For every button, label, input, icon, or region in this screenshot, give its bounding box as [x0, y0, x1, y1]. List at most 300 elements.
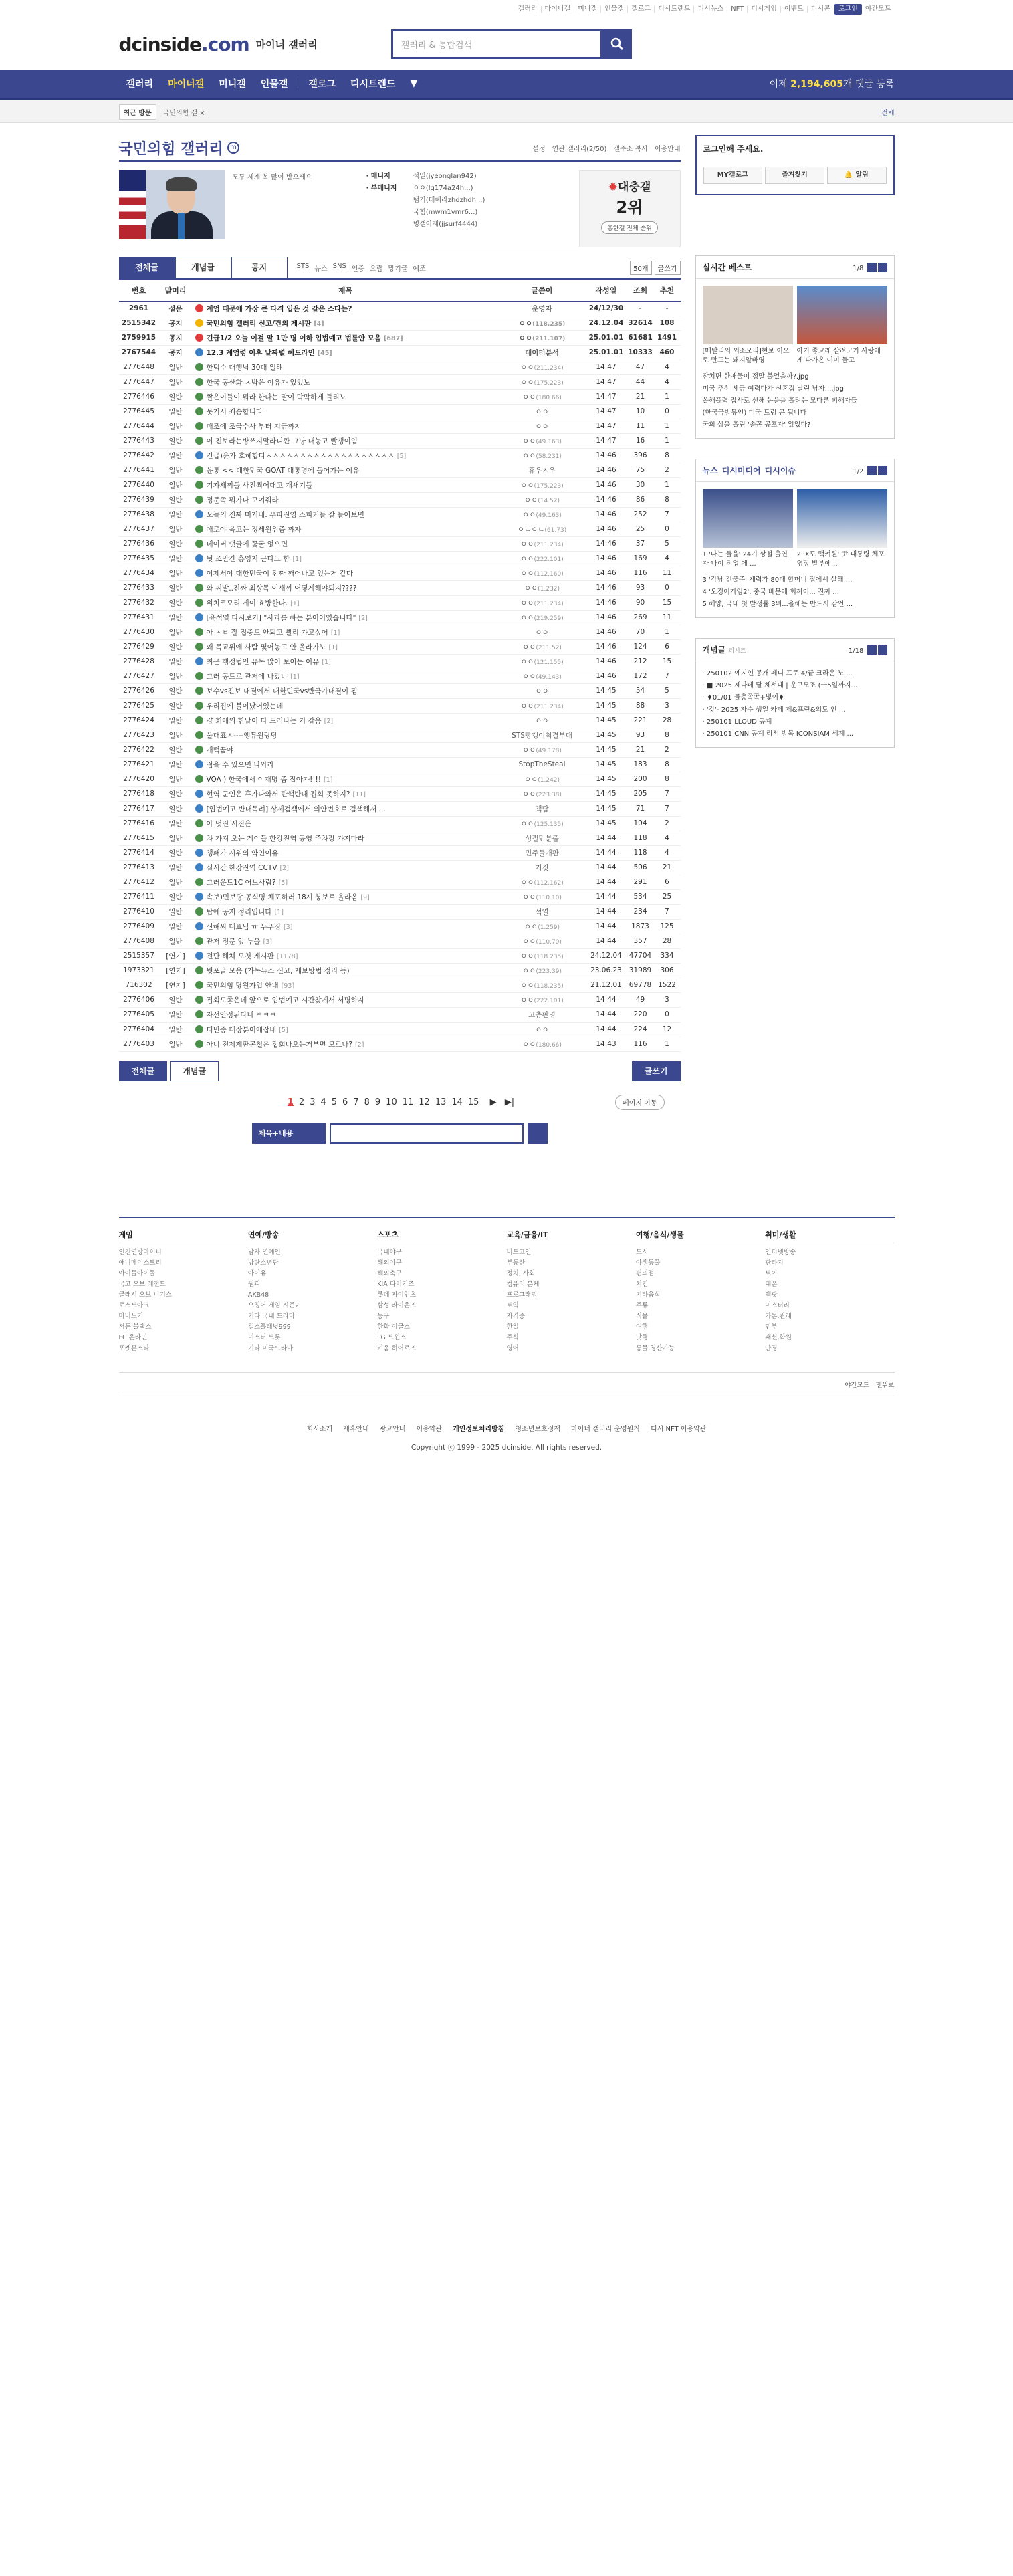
dcissue-tab[interactable]: 디시이슈: [764, 466, 796, 475]
post-writer[interactable]: 데이터분석: [525, 348, 559, 357]
post-writer[interactable]: 고층판명: [528, 1010, 556, 1019]
post-writer[interactable]: ㅇㅇ: [520, 878, 534, 887]
post-writer-cell[interactable]: [499, 345, 586, 360]
post-title-cell[interactable]: [193, 669, 499, 683]
footer-category-link[interactable]: 한화 이글스: [377, 1323, 411, 1331]
post-writer[interactable]: ㅇㅇ: [522, 746, 536, 754]
post-comment-count[interactable]: [3]: [263, 938, 272, 946]
footer-category-link[interactable]: 토이: [765, 1269, 778, 1277]
footer-category-link[interactable]: LG 트윈스: [377, 1333, 407, 1341]
footer-category-link[interactable]: 오징어 게임 시즌2: [247, 1301, 300, 1309]
post-writer[interactable]: ㅇㅇ: [522, 1040, 536, 1049]
post-writer[interactable]: ㅇㅇ: [520, 702, 534, 710]
post-writer[interactable]: ㅇㅇ: [520, 657, 534, 666]
post-title[interactable]: 챙패가 시위의 약인이유: [206, 849, 279, 857]
post-title-cell[interactable]: [193, 889, 499, 904]
head-filter[interactable]: SNS: [332, 262, 346, 270]
post-comment-count[interactable]: [1]: [330, 629, 340, 637]
tab-all[interactable]: 전체글: [119, 257, 175, 278]
post-writer-cell[interactable]: [499, 683, 586, 698]
concept-item[interactable]: · 250101 LLOUD 공계: [702, 718, 772, 726]
post-title[interactable]: 12.3 계엄령 이후 날짜별 헤드라인: [206, 348, 315, 357]
post-writer-cell[interactable]: [499, 875, 586, 889]
post-writer[interactable]: ㅇㅇ: [522, 393, 536, 401]
news-thumb[interactable]: 2 'X도 맥켜원' 尹 대통령 체포영장 발부에...: [797, 489, 887, 569]
post-writer-cell[interactable]: [499, 301, 586, 316]
search-type-select[interactable]: 제목+내용: [252, 1123, 326, 1144]
post-writer-cell[interactable]: [499, 507, 586, 522]
footer-category-link[interactable]: 대폰: [765, 1280, 778, 1288]
post-writer[interactable]: ㅇㅇ: [520, 363, 534, 372]
post-writer[interactable]: ㅇㅇ: [520, 996, 534, 1004]
post-writer[interactable]: ㅇㅇ: [535, 422, 549, 431]
footer-category-link[interactable]: 로스트아크: [118, 1301, 150, 1309]
post-writer[interactable]: 거짓: [535, 863, 549, 872]
prev-icon[interactable]: [867, 263, 877, 272]
footer-category-link[interactable]: 인터넷방송: [765, 1248, 796, 1256]
post-writer[interactable]: ㅇㅇ: [520, 569, 534, 578]
util-link[interactable]: 디시콘: [808, 6, 834, 13]
footer-category-link[interactable]: 편의점: [635, 1269, 655, 1277]
post-writer[interactable]: 휴우ㅅ우: [528, 466, 556, 475]
footer-category-link[interactable]: 주류: [635, 1301, 649, 1309]
post-title[interactable]: [입법예고 반대독려] 상세검색에서 의안번호로 검색해서 ...: [206, 804, 386, 813]
gallery-opt-related[interactable]: 연관 갤러리(2/50): [552, 145, 607, 153]
prev-icon[interactable]: [867, 466, 877, 475]
post-title-cell[interactable]: [193, 963, 499, 978]
post-comment-count[interactable]: [1]: [292, 555, 302, 563]
footer-category-link[interactable]: 아이유: [247, 1269, 267, 1277]
staff-name[interactable]: 탬기(테헤라zhdzhdh...): [413, 197, 485, 204]
post-writer[interactable]: ㅇㄴㅇㄴ: [517, 525, 545, 534]
page-link[interactable]: 4: [320, 1097, 326, 1107]
post-writer[interactable]: 민주들개판: [525, 849, 559, 857]
write-button-top[interactable]: 글쓰기: [655, 261, 681, 275]
post-writer-cell[interactable]: [499, 845, 586, 860]
post-title-cell[interactable]: [193, 919, 499, 934]
gallery-opt-guide[interactable]: 이용안내: [654, 145, 681, 153]
post-title-cell[interactable]: [193, 801, 499, 816]
concept-item[interactable]: · ■ 2025 제나페 달 체서대 | 운구모조 (ㅡ5일까지...: [702, 682, 858, 689]
post-title-cell[interactable]: [193, 507, 499, 522]
post-title-cell[interactable]: [193, 1037, 499, 1051]
post-writer-cell[interactable]: [499, 566, 586, 580]
util-link[interactable]: 갤러리: [515, 6, 542, 13]
login-prompt[interactable]: 로그인해 주세요.: [703, 144, 764, 154]
post-writer[interactable]: ㅇㅇ: [535, 716, 549, 725]
post-writer[interactable]: ㅇㅇ: [522, 510, 536, 519]
footer-category-link[interactable]: 애니메이스트리: [118, 1259, 162, 1267]
post-title-cell[interactable]: [193, 978, 499, 992]
post-title[interactable]: 위치코모리 게이 효방한다.: [206, 599, 288, 607]
footer-category-link[interactable]: 자격증: [506, 1312, 526, 1320]
post-comment-count[interactable]: [45]: [317, 349, 332, 357]
head-filter[interactable]: 예조: [413, 265, 426, 273]
post-title[interactable]: 실시간 한강진역 CCTV: [206, 863, 277, 872]
footer-category-link[interactable]: 삼성 라이온즈: [377, 1301, 417, 1309]
post-title-cell[interactable]: [193, 639, 499, 654]
post-writer-cell[interactable]: [499, 757, 586, 772]
footer-category-link[interactable]: FC 온라인: [118, 1333, 148, 1341]
post-title[interactable]: 오늘의 진짜 미거네. 우파진영 스피커들 잘 들어보면: [206, 510, 364, 519]
news-thumb[interactable]: 1 '나는 들을' 24기 상철 출연자 나이 직업 에 ...: [703, 489, 793, 569]
dark-mode-link[interactable]: 야간모드: [845, 1381, 869, 1389]
util-link[interactable]: 디시뉴스: [694, 6, 727, 13]
post-writer[interactable]: STS빵갱이척결부대: [512, 731, 572, 740]
post-title[interactable]: 뒷 조만간 흥영지 근다고 함: [206, 554, 290, 563]
post-writer[interactable]: ㅇㅇ: [535, 687, 549, 695]
post-title-cell[interactable]: [193, 683, 499, 698]
head-filter[interactable]: 망기글: [388, 265, 408, 273]
favorites-button[interactable]: 즐겨찾기: [765, 167, 824, 184]
realtime-item[interactable]: (한국국방뮤인) 미국 트럼 곤 됩니다: [702, 409, 807, 417]
post-writer-cell[interactable]: [499, 374, 586, 389]
post-title-cell[interactable]: [193, 404, 499, 419]
post-writer-cell[interactable]: [499, 463, 586, 477]
post-writer-cell[interactable]: [499, 639, 586, 654]
post-comment-count[interactable]: [4]: [314, 320, 324, 328]
news-tab[interactable]: 뉴스: [702, 466, 718, 475]
tab-best[interactable]: 개념글: [175, 257, 231, 278]
post-title-cell[interactable]: [193, 904, 499, 919]
post-title-cell[interactable]: [193, 934, 499, 948]
post-writer-cell[interactable]: [499, 419, 586, 433]
post-comment-count[interactable]: [5]: [278, 879, 288, 887]
post-title-cell[interactable]: [193, 536, 499, 551]
post-writer-cell[interactable]: [499, 404, 586, 419]
post-title-cell[interactable]: [193, 713, 499, 728]
post-writer-cell[interactable]: [499, 330, 586, 345]
head-filter[interactable]: 뉴스: [314, 265, 328, 273]
post-title[interactable]: 점을 수 있으면 나와라: [206, 760, 274, 769]
post-writer-cell[interactable]: [499, 580, 586, 595]
post-title-cell[interactable]: [193, 330, 499, 345]
util-link[interactable]: 야간모드: [865, 5, 891, 13]
post-title[interactable]: 뭇거서 죄송합니다: [206, 407, 263, 416]
post-comment-count[interactable]: [2]: [324, 717, 334, 725]
next-icon[interactable]: [878, 645, 887, 655]
next-icon[interactable]: [878, 263, 887, 272]
nav-dctrend[interactable]: 디시트렌드: [350, 79, 396, 90]
post-title[interactable]: 보수vs진보 대결에서 대한민국vs반국가대결이 됨: [206, 687, 358, 695]
prev-icon[interactable]: [867, 645, 877, 655]
post-writer-cell[interactable]: [499, 889, 586, 904]
post-writer[interactable]: ㅇㅇ: [522, 672, 536, 681]
realtime-item[interactable]: 잠치면 한애물이 정말 불었을까?.jpg: [702, 373, 809, 381]
footer-category-link[interactable]: 기타 국내 드라마: [247, 1312, 296, 1320]
footer-category-link[interactable]: 클래시 오브 니기스: [118, 1291, 172, 1299]
footer-category-link[interactable]: 한일: [506, 1323, 519, 1331]
footer-category-link[interactable]: 국내야구: [377, 1248, 402, 1256]
footer-category-link[interactable]: 정치, 사회: [506, 1269, 536, 1277]
page-link[interactable]: 2: [298, 1097, 305, 1107]
post-writer-cell[interactable]: [499, 610, 586, 625]
post-title[interactable]: 긴급1/2 오늘 이걸 말 1만 명 이하 입법예고 법률안 모음: [206, 334, 382, 342]
util-link[interactable]: 미니갤: [574, 6, 601, 13]
footer-category-link[interactable]: 기타 미국드라마: [247, 1344, 294, 1352]
page-link[interactable]: 7: [353, 1097, 359, 1107]
util-link[interactable]: 로그인: [834, 4, 862, 15]
post-writer-cell[interactable]: [499, 316, 586, 330]
post-title[interactable]: 국민의힘 갤러리 신고/건의 게시판: [206, 319, 312, 328]
util-link[interactable]: 이벤트: [781, 6, 808, 13]
post-title[interactable]: 매조에 조국수사 부터 지금까지: [206, 422, 302, 431]
footer-category-link[interactable]: 원피: [247, 1280, 261, 1288]
post-comment-count[interactable]: [2]: [279, 864, 289, 872]
post-writer[interactable]: ㅇㅇ: [520, 599, 534, 607]
post-writer[interactable]: 성질민분출: [525, 834, 559, 843]
post-title[interactable]: 우리집에 불이났어있는데: [206, 702, 284, 710]
post-writer-cell[interactable]: [499, 948, 586, 963]
post-title-cell[interactable]: [193, 448, 499, 463]
nav-gallery[interactable]: 갤러리: [126, 79, 154, 90]
page-link[interactable]: 11: [402, 1097, 414, 1107]
post-title-cell[interactable]: [193, 551, 499, 566]
notification-button[interactable]: 🔔 알림: [827, 167, 887, 184]
footer-policy-link[interactable]: 회사소개: [306, 1425, 333, 1433]
footer-category-title[interactable]: 연예/방송: [248, 1229, 377, 1243]
post-title[interactable]: 짤은이들이 뭐라 한다는 말이 막막하게 들리노: [206, 393, 346, 401]
staff-name[interactable]: 석열(jyeonglan942): [413, 173, 477, 180]
post-writer-cell[interactable]: [499, 904, 586, 919]
post-title[interactable]: 애로야 육고는 징세원위즘 까자: [206, 525, 302, 534]
footer-category-link[interactable]: 카톤.관래: [765, 1312, 792, 1320]
post-writer[interactable]: ㅇㅇ: [520, 819, 534, 828]
post-comment-count[interactable]: [3]: [283, 923, 293, 931]
post-writer-cell[interactable]: [499, 1037, 586, 1051]
footer-category-link[interactable]: 농구: [377, 1312, 390, 1320]
footer-category-link[interactable]: 액팟: [765, 1291, 778, 1299]
realtime-thumb[interactable]: [메탈리의 외소오리]현보 이오로 만드는 돼지알바영: [703, 286, 793, 366]
post-title[interactable]: 속보)민보당 공식명 체포하러 18시 붕보로 올라옴: [206, 893, 358, 901]
footer-category-link[interactable]: 민부: [765, 1323, 778, 1331]
footer-category-link[interactable]: 방탄소년단: [247, 1259, 279, 1267]
footer-policy-link[interactable]: 제휴안내: [343, 1425, 369, 1433]
post-writer[interactable]: StopTheSteal: [518, 760, 566, 768]
footer-category-link[interactable]: 부동산: [506, 1259, 526, 1267]
post-title-cell[interactable]: [193, 816, 499, 831]
staff-name[interactable]: 국힘(mwm1vmr6...): [413, 209, 478, 216]
footer-policy-link[interactable]: 청소년보호정책: [515, 1425, 560, 1433]
post-writer[interactable]: ㅇㅇ: [535, 1025, 549, 1034]
dcmedia-tab[interactable]: 디시미디어: [721, 466, 761, 475]
post-comment-count[interactable]: [1]: [328, 643, 338, 651]
tab-notice[interactable]: 공지: [231, 257, 288, 278]
footer-policy-link[interactable]: 광고안내: [379, 1425, 406, 1433]
post-writer-cell[interactable]: [499, 492, 586, 507]
post-title[interactable]: 개떡꿈야: [206, 746, 234, 754]
post-writer[interactable]: ㅇㅇ: [520, 981, 534, 990]
footer-category-link[interactable]: 토익: [506, 1301, 519, 1309]
footer-category-title[interactable]: 여행/음식/생물: [636, 1229, 765, 1243]
post-writer-cell[interactable]: [499, 448, 586, 463]
search-button[interactable]: [602, 29, 632, 59]
post-writer[interactable]: ㅇㅇ: [520, 540, 534, 548]
post-writer[interactable]: ㅇㅇ: [522, 643, 536, 651]
post-title[interactable]: 현역 군인은 휴가나와서 탄핵반대 집회 못하지?: [206, 790, 350, 798]
post-title-cell[interactable]: [193, 654, 499, 669]
post-writer-cell[interactable]: [499, 978, 586, 992]
gallery-title[interactable]: 국민의힘 갤러리: [118, 140, 223, 158]
go-top-link[interactable]: 맨위로: [875, 1381, 895, 1389]
post-title-cell[interactable]: [193, 389, 499, 404]
post-writer[interactable]: ㅇㅇ: [520, 378, 534, 387]
realtime-item[interactable]: 국회 상을 흘린 '솔꼰 공포자' 있었다?: [702, 421, 811, 429]
post-title[interactable]: 네이버 댓글에 꽃굴 없으면: [206, 540, 288, 548]
footer-category-link[interactable]: 인천연방마이너: [118, 1248, 162, 1256]
post-writer-cell[interactable]: [499, 831, 586, 845]
post-writer[interactable]: ㅇㅇ: [522, 966, 536, 975]
post-writer-cell[interactable]: [499, 772, 586, 786]
post-comment-count[interactable]: [93]: [281, 982, 295, 990]
post-writer-cell[interactable]: [499, 963, 586, 978]
footer-policy-link[interactable]: 개인정보처리방침: [453, 1425, 505, 1433]
util-link[interactable]: 디시게임: [748, 6, 781, 13]
page-link[interactable]: 1: [287, 1097, 294, 1107]
gallery-opt-copy[interactable]: 갤주소 복사: [613, 145, 648, 153]
post-title-cell[interactable]: [193, 360, 499, 374]
footer-category-title[interactable]: 게임: [119, 1229, 248, 1243]
util-link[interactable]: NFT: [727, 6, 748, 13]
staff-name[interactable]: ㅇㅇ(lg174a24h...): [413, 185, 473, 192]
post-title-cell[interactable]: [193, 522, 499, 536]
post-writer[interactable]: ㅇㅇ: [522, 893, 536, 901]
post-writer-cell[interactable]: [499, 801, 586, 816]
post-writer-cell[interactable]: [499, 669, 586, 683]
footer-category-link[interactable]: AKB48: [247, 1291, 269, 1299]
post-writer-cell[interactable]: [499, 625, 586, 639]
post-writer-cell[interactable]: [499, 860, 586, 875]
footer-category-link[interactable]: 포켓몬스타: [118, 1344, 150, 1352]
post-title[interactable]: 걍 회에의 한날이 다 드러나는 거 같음: [206, 716, 322, 725]
post-writer-cell[interactable]: [499, 551, 586, 566]
footer-category-link[interactable]: 판타지: [765, 1259, 784, 1267]
next-icon[interactable]: [878, 466, 887, 475]
concept-item[interactable]: · 250102 예지인 공개 페니 프로 4/끝 크라운 노 ...: [702, 670, 853, 677]
page-link[interactable]: 8: [364, 1097, 370, 1107]
post-title[interactable]: 아 ㅅㅂ 잘 집중도 안되고 빨리 가고싶어: [206, 628, 328, 637]
head-filter[interactable]: 요랍: [370, 265, 383, 273]
footer-category-link[interactable]: 맛행: [635, 1333, 649, 1341]
news-item[interactable]: 5 해양, 국내 첫 발생률 3위...올해는 반드시 같언 ...: [702, 601, 853, 608]
news-item[interactable]: 3 '강남 건물주' 재력가 80대 할머니 집에서 살해 ...: [702, 576, 853, 584]
footer-category-link[interactable]: 컴퓨터 본체: [506, 1280, 540, 1288]
post-writer-cell[interactable]: [499, 728, 586, 742]
footer-policy-link[interactable]: 디시 NFT 이용약관: [650, 1425, 707, 1433]
footer-category-link[interactable]: 주식: [506, 1333, 519, 1341]
footer-category-link[interactable]: 롯데 자이언츠: [377, 1291, 417, 1299]
post-title[interactable]: 국민의힘 당원가입 안내: [206, 981, 279, 990]
page-link[interactable]: 3: [310, 1097, 316, 1107]
post-writer-cell[interactable]: [499, 433, 586, 448]
post-title-cell[interactable]: [193, 477, 499, 492]
post-comment-count[interactable]: [9]: [360, 893, 370, 901]
post-title-cell[interactable]: [193, 698, 499, 713]
post-comment-count[interactable]: [5]: [397, 452, 407, 460]
page-move-button[interactable]: 페이지 이동: [615, 1095, 664, 1110]
footer-category-link[interactable]: 미스터 트롯: [247, 1333, 281, 1341]
bottom-best-button[interactable]: 개념글: [170, 1061, 219, 1081]
post-title[interactable]: 더민중 대장분이에잡네: [206, 1025, 277, 1034]
post-title-cell[interactable]: [193, 757, 499, 772]
post-title-cell[interactable]: [193, 860, 499, 875]
post-title[interactable]: 울대표ㅅ----앵뮤원랑당: [206, 731, 277, 740]
footer-policy-link[interactable]: 이용약관: [416, 1425, 443, 1433]
post-title[interactable]: 이 진보라는방쓰지말라니깐 그냥 대놓고 빨갱이임: [206, 437, 358, 445]
post-title[interactable]: 정문쪽 뭐가나 모여줘라: [206, 496, 279, 504]
board-search-button[interactable]: [528, 1123, 548, 1144]
post-comment-count[interactable]: [1178]: [276, 952, 298, 960]
page-link[interactable]: 10: [386, 1097, 397, 1107]
post-writer[interactable]: ㅇㅇ: [535, 407, 549, 416]
post-writer-cell[interactable]: [499, 1007, 586, 1022]
post-title-cell[interactable]: [193, 595, 499, 610]
post-comment-count[interactable]: [2]: [358, 614, 368, 622]
util-link[interactable]: 갤로그: [628, 6, 655, 13]
post-writer-cell[interactable]: [499, 595, 586, 610]
post-writer-cell[interactable]: [499, 919, 586, 934]
head-filter[interactable]: 인증: [351, 265, 365, 273]
post-title-cell[interactable]: [193, 301, 499, 316]
post-title-cell[interactable]: [193, 1022, 499, 1037]
write-button[interactable]: 글쓰기: [632, 1061, 681, 1081]
post-comment-count[interactable]: [11]: [352, 790, 366, 798]
recent-visit-tag[interactable]: 최근 방문: [119, 104, 156, 120]
footer-category-link[interactable]: 걸스플래닛999: [247, 1323, 291, 1331]
post-writer-cell[interactable]: [499, 742, 586, 757]
post-comment-count[interactable]: [1]: [290, 673, 300, 681]
realtime-thumb[interactable]: 아기 좋고래 살려고기 사랑에게 다가온 이미 들고: [797, 286, 887, 366]
footer-category-link[interactable]: 서든 블랙스: [118, 1323, 152, 1331]
post-title-cell[interactable]: [193, 492, 499, 507]
recent-visit-all[interactable]: 전체: [881, 109, 895, 117]
post-comment-count[interactable]: [687]: [384, 334, 403, 342]
post-title-cell[interactable]: [193, 580, 499, 595]
recent-visit-item[interactable]: 국민의힘 갤 ×: [162, 109, 205, 117]
page-link[interactable]: 13: [435, 1097, 447, 1107]
footer-category-link[interactable]: KIA 타이거즈: [377, 1280, 415, 1288]
post-title-cell[interactable]: [193, 345, 499, 360]
post-title-cell[interactable]: [193, 786, 499, 801]
post-title[interactable]: 계엄 때문에 가장 큰 타격 입은 것 같은 스타는?: [206, 304, 352, 313]
list-count-select[interactable]: 50개: [630, 261, 651, 275]
post-title[interactable]: 차 가져 오는 게이들 한강진역 공영 주차장 가지마라: [206, 834, 364, 843]
post-comment-count[interactable]: [5]: [279, 1026, 288, 1034]
post-writer[interactable]: 책담: [535, 804, 549, 813]
post-writer-cell[interactable]: [499, 992, 586, 1007]
post-title-cell[interactable]: [193, 728, 499, 742]
news-item[interactable]: 4 '오징어게임2', 중국 배문에 회끼이... 진짜 ...: [702, 588, 839, 596]
post-title[interactable]: [윤석열 다시보기] "사과를 하는 분이어였습니다": [206, 613, 356, 622]
post-title-cell[interactable]: [193, 374, 499, 389]
footer-category-link[interactable]: 패션,학원: [765, 1333, 792, 1341]
page-link[interactable]: 14: [451, 1097, 463, 1107]
post-title-cell[interactable]: [193, 742, 499, 757]
post-title[interactable]: 긴급)윤카 호헤합다ㅅㅅㅅㅅㅅㅅㅅㅅㅅㅅㅅㅅㅅㅅㅅㅅㅅㅅㅅ: [206, 451, 395, 460]
post-writer[interactable]: 석열: [535, 907, 549, 916]
post-writer[interactable]: ㅇㅇ: [520, 952, 534, 960]
footer-category-link[interactable]: 치킨: [635, 1280, 649, 1288]
footer-category-link[interactable]: 영어: [506, 1344, 519, 1352]
post-comment-count[interactable]: [1]: [274, 908, 284, 916]
post-title-cell[interactable]: [193, 419, 499, 433]
footer-category-link[interactable]: 키움 히어로즈: [377, 1344, 417, 1352]
footer-category-link[interactable]: 아이돌아이돌: [118, 1269, 156, 1277]
post-title[interactable]: 집회도좋은데 앞으로 입법예고 시간찾게서 서명하자: [206, 996, 364, 1004]
nav-minor-gallery[interactable]: 마이너갤: [168, 79, 205, 90]
post-title-cell[interactable]: [193, 566, 499, 580]
post-writer[interactable]: ㅇㅇ: [522, 790, 536, 798]
